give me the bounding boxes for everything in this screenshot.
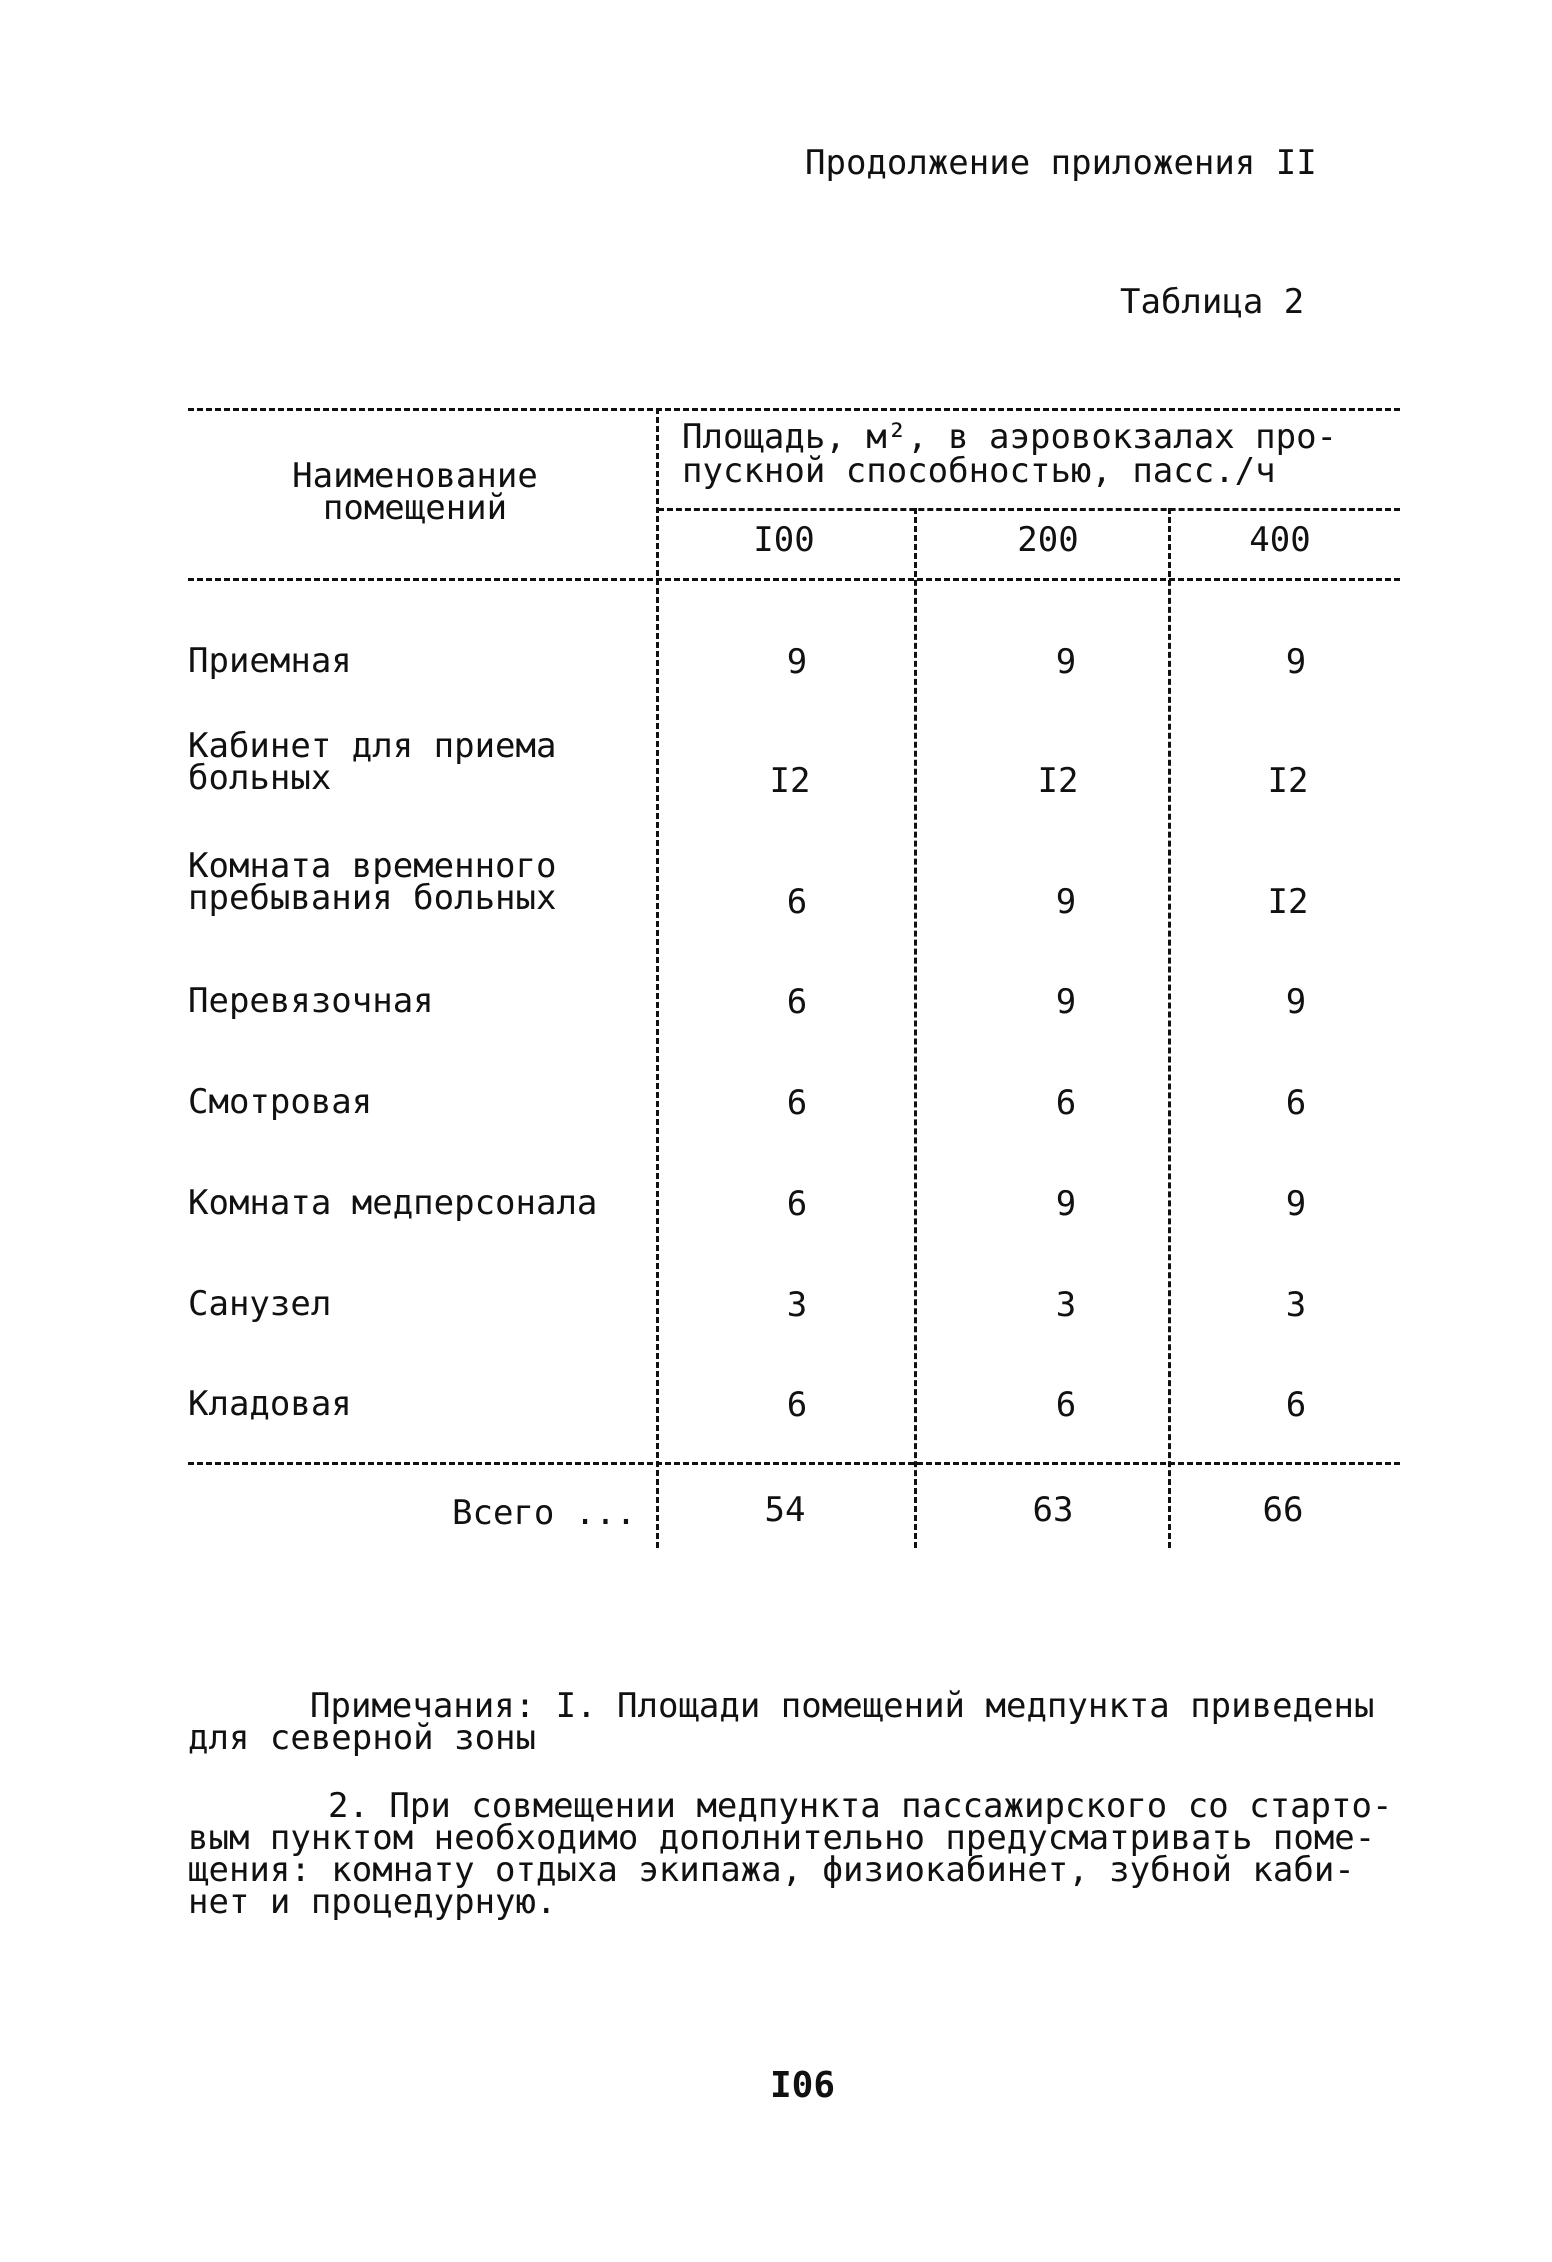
table-label: Таблица 2: [1120, 282, 1305, 322]
total-label: Всего ...: [452, 1493, 637, 1533]
note-2-line1: 2. При совмещении медпункта пассажирского со старто-: [328, 1786, 1393, 1826]
continuation-heading: Продолжение приложения II: [805, 143, 1317, 183]
total-value-400: 66: [1262, 1490, 1304, 1530]
total-value-100: 54: [764, 1490, 806, 1530]
note-2-line2: вым пунктом необходимо дополнительно предусматривать поме-: [188, 1818, 1376, 1858]
cell-value: 3: [786, 1285, 808, 1325]
row-name: [188, 726, 557, 798]
row-name-line: Кладовая: [188, 1384, 352, 1424]
cell-value: 6: [1055, 1385, 1077, 1425]
cell-value: 9: [1285, 1184, 1307, 1224]
column-divider-100-200: [914, 508, 917, 1548]
header-bottom-rule: [188, 578, 1400, 581]
cell-value: 9: [1285, 982, 1307, 1022]
cell-value: I2: [1267, 761, 1309, 801]
cell-value: I2: [1267, 882, 1309, 922]
total-value-200: 63: [1032, 1490, 1074, 1530]
row-name-line: больных: [188, 758, 332, 798]
row-name-line: Комната временного: [188, 846, 557, 886]
note-2-line4: нет и процедурную.: [188, 1882, 557, 1922]
cell-value: I2: [769, 761, 811, 801]
cell-value: 6: [786, 1083, 808, 1123]
column-header-area: [682, 417, 1402, 491]
row-name-line: Санузел: [188, 1284, 332, 1324]
row-name: [188, 981, 434, 1021]
capacity-header-400: 400: [1249, 520, 1311, 560]
column-divider-name: [656, 408, 659, 1548]
row-name: [188, 1183, 598, 1223]
cell-value: 9: [1055, 642, 1077, 682]
row-name: [188, 1082, 373, 1122]
row-name-line: Приемная: [188, 641, 352, 681]
row-name-line: пребывания больных: [188, 878, 557, 918]
note-2: [188, 1786, 1398, 1922]
cell-value: 6: [786, 882, 808, 922]
cell-value: 6: [1285, 1385, 1307, 1425]
column-divider-200-400: [1168, 508, 1171, 1548]
row-name-line: Кабинет для приема: [188, 726, 557, 766]
cell-value: 6: [786, 1184, 808, 1224]
cell-value: 9: [1055, 1184, 1077, 1224]
cell-value: 3: [1285, 1285, 1307, 1325]
column-header-area-line1: Площадь, м², в аэровокзалах про-: [682, 417, 1338, 457]
note-1: [188, 1686, 1398, 1758]
cell-value: 9: [1055, 882, 1077, 922]
note-1-line2: для северной зоны: [188, 1718, 536, 1758]
cell-value: 9: [786, 642, 808, 682]
cell-value: 9: [1285, 642, 1307, 682]
cell-value: 6: [786, 1385, 808, 1425]
row-name: [188, 846, 557, 918]
row-name: [188, 641, 352, 681]
cell-value: 6: [786, 982, 808, 1022]
table-top-rule: [188, 408, 1400, 411]
capacity-header-100: I00: [753, 520, 815, 560]
row-name-line: Комната медперсонала: [188, 1183, 598, 1223]
row-name-line: Смотровая: [188, 1082, 373, 1122]
column-header-name: Наименование помещений: [292, 456, 538, 528]
header-subdivider-rule: [658, 508, 1400, 511]
total-top-rule: [188, 1462, 1400, 1465]
row-name: [188, 1284, 332, 1324]
page-number: I06: [770, 2065, 836, 2106]
cell-value: 6: [1285, 1083, 1307, 1123]
cell-value: 9: [1055, 982, 1077, 1022]
row-name-line: Перевязочная: [188, 981, 434, 1021]
cell-value: I2: [1037, 761, 1079, 801]
note-1-line1: Примечания: I. Площади помещений медпункта приведены: [310, 1686, 1375, 1726]
cell-value: 3: [1055, 1285, 1077, 1325]
note-2-line3: щения: комнату отдыха экипажа, физиокабинет, зубной каби-: [188, 1850, 1355, 1890]
capacity-header-200: 200: [1017, 520, 1079, 560]
row-name: [188, 1384, 352, 1424]
column-header-area-line2: пускной способностью, пасс./ч: [682, 451, 1276, 491]
cell-value: 6: [1055, 1083, 1077, 1123]
